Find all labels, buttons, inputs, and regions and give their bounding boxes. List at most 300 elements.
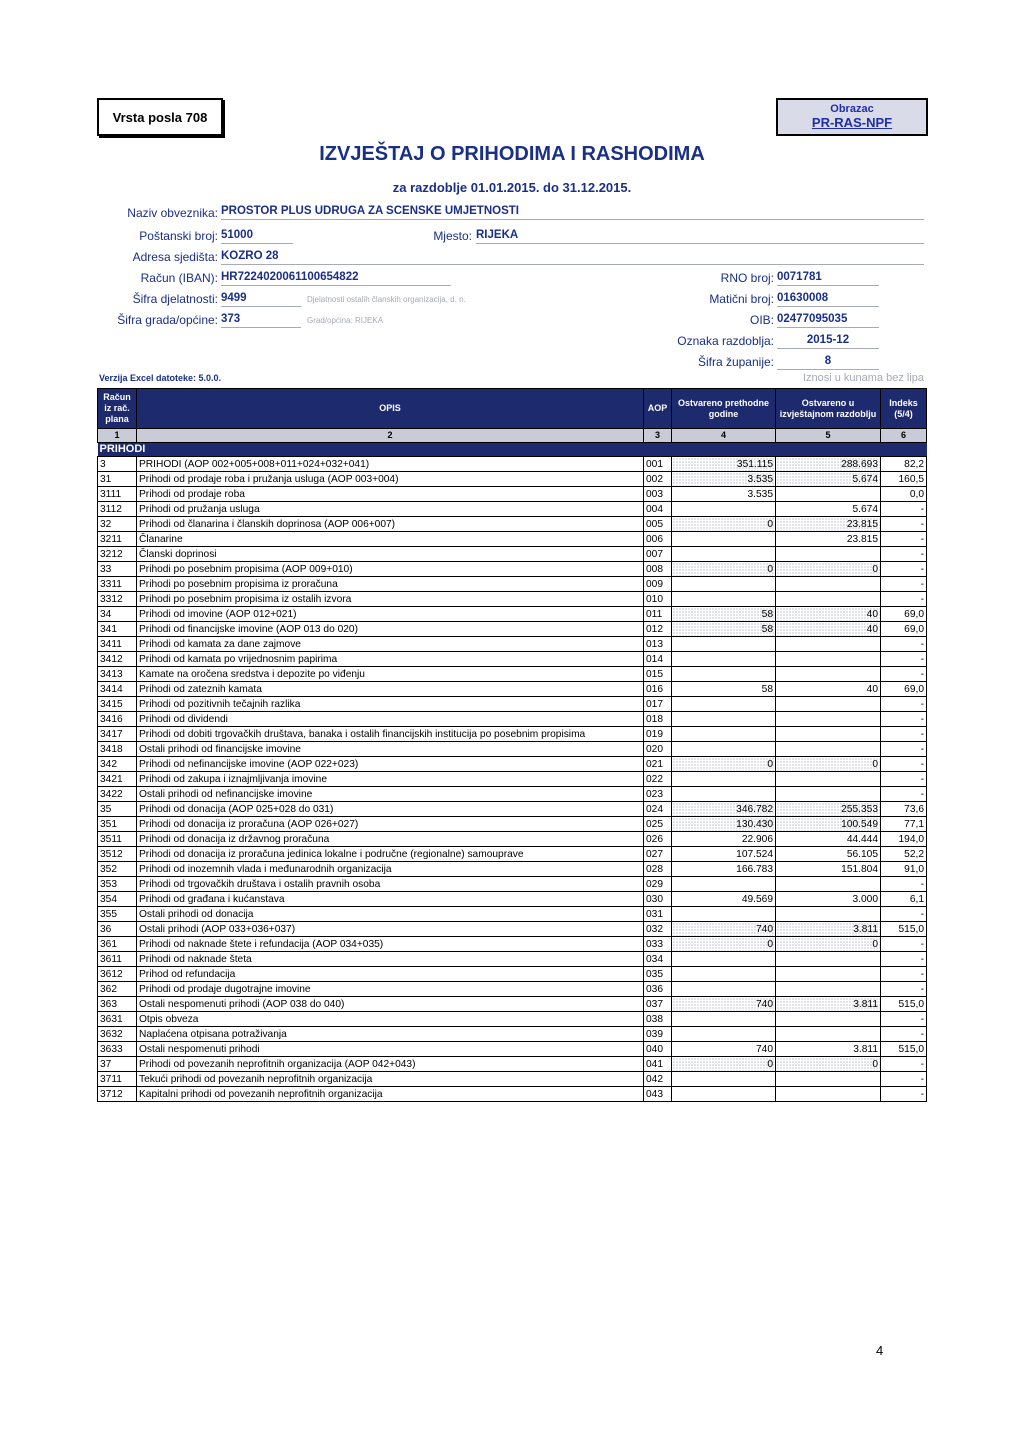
row-prethodne: 166.783	[672, 862, 776, 877]
table-row	[98, 742, 927, 757]
row-opis: Prihodi od članarina i članskih doprinosa (AOP 006+007)	[137, 517, 644, 532]
row-racun: 3415	[98, 697, 137, 712]
table-row	[98, 457, 927, 472]
row-izvjestajno	[776, 907, 881, 922]
row-aop: 013	[644, 637, 672, 652]
row-aop: 042	[644, 1072, 672, 1087]
table-row	[98, 697, 927, 712]
row-opis: Prihodi od prodaje roba	[137, 487, 644, 502]
row-prethodne: 0	[672, 517, 776, 532]
row-aop: 043	[644, 1087, 672, 1102]
row-prethodne	[672, 967, 776, 982]
row-prethodne: 0	[672, 562, 776, 577]
row-izvjestajno	[776, 667, 881, 682]
col-num: 3	[644, 429, 672, 443]
maticni-label: Matični broj:	[709, 292, 774, 306]
row-racun: 3418	[98, 742, 137, 757]
row-aop: 023	[644, 787, 672, 802]
section-title: PRIHODI	[98, 443, 927, 457]
table-header-row	[98, 389, 927, 429]
row-indeks: 0,0	[881, 487, 927, 502]
oib-field: 02477095035	[777, 311, 879, 328]
row-indeks: -	[881, 667, 927, 682]
row-izvjestajno: 3.811	[776, 922, 881, 937]
row-izvjestajno: 23.815	[776, 517, 881, 532]
table-row	[98, 1057, 927, 1072]
row-aop: 002	[644, 472, 672, 487]
row-indeks: 160,5	[881, 472, 927, 487]
table-row	[98, 967, 927, 982]
row-opis: Prihodi od donacija iz državnog proračuna	[137, 832, 644, 847]
row-indeks: -	[881, 1012, 927, 1027]
row-racun: 34	[98, 607, 137, 622]
table-row	[98, 772, 927, 787]
row-opis: Članski doprinosi	[137, 547, 644, 562]
row-racun: 3416	[98, 712, 137, 727]
report-period: za razdoblje 01.01.2015. do 31.12.2015.	[392, 180, 632, 195]
row-prethodne	[672, 787, 776, 802]
row-prethodne: 130.430	[672, 817, 776, 832]
table-row	[98, 982, 927, 997]
row-aop: 004	[644, 502, 672, 517]
row-prethodne: 58	[672, 607, 776, 622]
row-izvjestajno: 5.674	[776, 502, 881, 517]
row-opis: Otpis obveza	[137, 1012, 644, 1027]
row-opis: Naplaćena otpisana potraživanja	[137, 1027, 644, 1042]
row-prethodne	[672, 652, 776, 667]
row-prethodne	[672, 697, 776, 712]
table-row	[98, 1087, 927, 1102]
row-aop: 041	[644, 1057, 672, 1072]
row-opis: Kapitalni prihodi od povezanih neprofitnih organizacija	[137, 1087, 644, 1102]
row-racun: 3422	[98, 787, 137, 802]
row-aop: 027	[644, 847, 672, 862]
row-racun: 3611	[98, 952, 137, 967]
row-izvjestajno: 3.811	[776, 1042, 881, 1057]
row-prethodne	[672, 742, 776, 757]
oznaka-razdoblja-label: Oznaka razdoblja:	[677, 334, 774, 348]
table-row	[98, 637, 927, 652]
row-prethodne	[672, 982, 776, 997]
row-izvjestajno: 100.549	[776, 817, 881, 832]
row-indeks: 515,0	[881, 922, 927, 937]
row-aop: 021	[644, 757, 672, 772]
row-prethodne: 351.115	[672, 457, 776, 472]
row-indeks: -	[881, 532, 927, 547]
adresa-label: Adresa sjedišta:	[132, 250, 218, 264]
row-racun: 3511	[98, 832, 137, 847]
row-prethodne: 0	[672, 1057, 776, 1072]
row-izvjestajno: 3.000	[776, 892, 881, 907]
row-opis: Prihodi od prodaje roba i pružanja usluga (AOP 003+004)	[137, 472, 644, 487]
table-row	[98, 607, 927, 622]
vrsta-posla-text: Vrsta posla 708	[112, 109, 208, 125]
table-row	[98, 712, 927, 727]
row-indeks: -	[881, 637, 927, 652]
row-indeks: 515,0	[881, 997, 927, 1012]
row-aop: 016	[644, 682, 672, 697]
table-row	[98, 1012, 927, 1027]
row-opis: Ostali prihodi (AOP 033+036+037)	[137, 922, 644, 937]
table-row	[98, 802, 927, 817]
row-aop: 036	[644, 982, 672, 997]
row-prethodne	[672, 592, 776, 607]
row-indeks: -	[881, 967, 927, 982]
sifra-djelatnosti-label: Šifra djelatnosti:	[132, 292, 218, 306]
row-aop: 010	[644, 592, 672, 607]
row-izvjestajno: 255.353	[776, 802, 881, 817]
table-row	[98, 517, 927, 532]
row-aop: 030	[644, 892, 672, 907]
col-header-prethodne: Ostvareno prethodne godine	[672, 389, 776, 429]
row-prethodne: 22.906	[672, 832, 776, 847]
row-izvjestajno	[776, 577, 881, 592]
iznosi-note: Iznosi u kunama bez lipa	[802, 372, 924, 384]
row-indeks: -	[881, 1072, 927, 1087]
row-izvjestajno: 40	[776, 622, 881, 637]
row-aop: 001	[644, 457, 672, 472]
col-header-izvjestajno: Ostvareno u izvještajnom razdoblju	[776, 389, 881, 429]
row-prethodne	[672, 772, 776, 787]
row-indeks: -	[881, 502, 927, 517]
row-opis: Prihodi od zakupa i iznajmljivanja imovine	[137, 772, 644, 787]
row-racun: 3312	[98, 592, 137, 607]
col-num: 4	[672, 429, 776, 443]
row-aop: 022	[644, 772, 672, 787]
row-opis: Prihodi od imovine (AOP 012+021)	[137, 607, 644, 622]
row-racun: 3417	[98, 727, 137, 742]
table-row	[98, 472, 927, 487]
row-aop: 035	[644, 967, 672, 982]
table-row	[98, 562, 927, 577]
row-indeks: 73,6	[881, 802, 927, 817]
row-racun: 362	[98, 982, 137, 997]
row-aop: 038	[644, 1012, 672, 1027]
rno-label: RNO broj:	[720, 271, 774, 285]
section-row	[98, 443, 927, 457]
row-izvjestajno	[776, 877, 881, 892]
row-prethodne: 740	[672, 997, 776, 1012]
row-indeks: 194,0	[881, 832, 927, 847]
row-indeks: -	[881, 727, 927, 742]
row-izvjestajno	[776, 1012, 881, 1027]
row-izvjestajno: 0	[776, 757, 881, 772]
col-header-opis: OPIS	[137, 389, 644, 429]
report-title: IZVJEŠTAJ O PRIHODIMA I RASHODIMA	[319, 143, 705, 165]
row-prethodne: 0	[672, 757, 776, 772]
row-indeks: -	[881, 907, 927, 922]
row-racun: 3711	[98, 1072, 137, 1087]
row-prethodne: 58	[672, 682, 776, 697]
row-racun: 3633	[98, 1042, 137, 1057]
table-row	[98, 487, 927, 502]
mjesto-label: Mjesto:	[433, 229, 472, 243]
row-izvjestajno	[776, 1027, 881, 1042]
row-racun: 36	[98, 922, 137, 937]
row-opis: Prihod od refundacija	[137, 967, 644, 982]
row-prethodne	[672, 577, 776, 592]
sifra-zupanije-field: 8	[777, 353, 879, 370]
row-izvjestajno	[776, 1087, 881, 1102]
row-aop: 017	[644, 697, 672, 712]
column-number-row	[98, 429, 927, 443]
row-izvjestajno: 23.815	[776, 532, 881, 547]
row-racun: 3612	[98, 967, 137, 982]
row-izvjestajno	[776, 727, 881, 742]
row-prethodne: 3.535	[672, 487, 776, 502]
row-racun: 3414	[98, 682, 137, 697]
row-prethodne	[672, 1027, 776, 1042]
row-opis: Tekući prihodi od povezanih neprofitnih organizacija	[137, 1072, 644, 1087]
table-row	[98, 1027, 927, 1042]
row-izvjestajno	[776, 712, 881, 727]
sifra-djelatnosti-field: 9499	[221, 290, 301, 307]
row-prethodne: 740	[672, 922, 776, 937]
row-izvjestajno	[776, 742, 881, 757]
naziv-label: Naziv obveznika:	[127, 206, 218, 220]
row-opis: Prihodi od kamata po vrijednosnim papirima	[137, 652, 644, 667]
row-prethodne	[672, 952, 776, 967]
row-prethodne: 740	[672, 1042, 776, 1057]
row-opis: Prihodi od financijske imovine (AOP 013 do 020)	[137, 622, 644, 637]
row-opis: Ostali prihodi od financijske imovine	[137, 742, 644, 757]
row-aop: 014	[644, 652, 672, 667]
row-aop: 015	[644, 667, 672, 682]
row-aop: 012	[644, 622, 672, 637]
table-row	[98, 577, 927, 592]
row-prethodne	[672, 667, 776, 682]
row-indeks: -	[881, 652, 927, 667]
row-aop: 006	[644, 532, 672, 547]
row-opis: Prihodi od dobiti trgovačkih društava, banaka i ostalih financijskih institucija po posebnim propisima	[137, 727, 644, 742]
row-racun: 37	[98, 1057, 137, 1072]
row-prethodne: 107.524	[672, 847, 776, 862]
row-racun: 354	[98, 892, 137, 907]
table-row	[98, 997, 927, 1012]
row-indeks: 77,1	[881, 817, 927, 832]
table-row	[98, 502, 927, 517]
col-num: 5	[776, 429, 881, 443]
row-prethodne	[672, 502, 776, 517]
vrsta-posla-box	[97, 98, 223, 136]
table-row	[98, 847, 927, 862]
col-num: 6	[881, 429, 927, 443]
row-prethodne	[672, 532, 776, 547]
row-aop: 005	[644, 517, 672, 532]
row-indeks: 91,0	[881, 862, 927, 877]
table-row	[98, 727, 927, 742]
naziv-field: PROSTOR PLUS UDRUGA ZA SCENSKE UMJETNOSTI	[221, 203, 924, 220]
row-indeks: -	[881, 772, 927, 787]
row-izvjestajno: 288.693	[776, 457, 881, 472]
row-racun: 361	[98, 937, 137, 952]
row-izvjestajno	[776, 547, 881, 562]
row-racun: 3512	[98, 847, 137, 862]
row-izvjestajno	[776, 652, 881, 667]
row-opis: Prihodi od povezanih neprofitnih organizacija (AOP 042+043)	[137, 1057, 644, 1072]
row-opis: Prihodi od prodaje dugotrajne imovine	[137, 982, 644, 997]
row-aop: 037	[644, 997, 672, 1012]
row-prethodne	[672, 877, 776, 892]
row-opis: Prihodi po posebnim propisima iz ostalih izvora	[137, 592, 644, 607]
row-racun: 3413	[98, 667, 137, 682]
row-opis: Prihodi po posebnim propisima iz proračuna	[137, 577, 644, 592]
row-racun: 353	[98, 877, 137, 892]
row-racun: 355	[98, 907, 137, 922]
row-aop: 029	[644, 877, 672, 892]
row-aop: 011	[644, 607, 672, 622]
row-indeks: -	[881, 517, 927, 532]
col-header-indeks: Indeks (5/4)	[881, 389, 927, 429]
table-row	[98, 877, 927, 892]
table-row	[98, 922, 927, 937]
table-row	[98, 622, 927, 637]
row-izvjestajno: 44.444	[776, 832, 881, 847]
row-aop: 020	[644, 742, 672, 757]
grad-description: Grad/općina: RIJEKA	[307, 316, 384, 325]
row-racun: 342	[98, 757, 137, 772]
row-prethodne	[672, 1072, 776, 1087]
row-opis: Prihodi od donacija (AOP 025+028 do 031)	[137, 802, 644, 817]
row-indeks: 6,1	[881, 892, 927, 907]
obrazac-code: PR-RAS-NPF	[811, 115, 893, 130]
row-aop: 024	[644, 802, 672, 817]
row-racun: 3411	[98, 637, 137, 652]
table-row	[98, 907, 927, 922]
row-opis: Ostali prihodi od donacija	[137, 907, 644, 922]
racun-field: HR7224020061100654822	[221, 269, 451, 286]
row-indeks: -	[881, 577, 927, 592]
row-izvjestajno	[776, 487, 881, 502]
row-prethodne	[672, 907, 776, 922]
row-aop: 018	[644, 712, 672, 727]
row-izvjestajno	[776, 697, 881, 712]
row-opis: Prihodi od nefinancijske imovine (AOP 022+023)	[137, 757, 644, 772]
row-racun: 3211	[98, 532, 137, 547]
row-racun: 3111	[98, 487, 137, 502]
sifra-grada-label: Šifra grada/općine:	[117, 313, 218, 327]
row-indeks: 82,2	[881, 457, 927, 472]
col-header-racun: Račun iz rač. plana	[98, 389, 137, 429]
table-row	[98, 832, 927, 847]
row-aop: 026	[644, 832, 672, 847]
row-opis: Prihodi od dividendi	[137, 712, 644, 727]
row-indeks: 52,2	[881, 847, 927, 862]
col-num: 1	[98, 429, 137, 443]
table-row	[98, 862, 927, 877]
row-aop: 040	[644, 1042, 672, 1057]
row-indeks: 69,0	[881, 622, 927, 637]
oib-label: OIB:	[749, 313, 774, 327]
row-aop: 003	[644, 487, 672, 502]
row-prethodne: 58	[672, 622, 776, 637]
row-indeks: -	[881, 712, 927, 727]
row-racun: 3212	[98, 547, 137, 562]
obrazac-label: Obrazac	[830, 103, 874, 115]
mjesto-field: RIJEKA	[476, 227, 924, 244]
row-opis: PRIHODI (AOP 002+005+008+011+024+032+041)	[137, 457, 644, 472]
row-opis: Prihodi od pozitivnih tečajnih razlika	[137, 697, 644, 712]
row-indeks: -	[881, 757, 927, 772]
row-racun: 341	[98, 622, 137, 637]
row-opis: Kamate na oročena sredstva i depozite po viđenju	[137, 667, 644, 682]
table-row	[98, 532, 927, 547]
row-prethodne	[672, 547, 776, 562]
row-indeks: 69,0	[881, 682, 927, 697]
row-indeks: -	[881, 1087, 927, 1102]
row-aop: 019	[644, 727, 672, 742]
row-opis: Prihodi od trgovačkih društava i ostalih pravnih osoba	[137, 877, 644, 892]
racun-label: Račun (IBAN):	[140, 271, 218, 285]
row-indeks: -	[881, 1027, 927, 1042]
row-racun: 3631	[98, 1012, 137, 1027]
rno-field: 0071781	[777, 269, 879, 286]
row-aop: 039	[644, 1027, 672, 1042]
row-indeks: -	[881, 952, 927, 967]
row-opis: Prihodi od donacija iz proračuna jedinica lokalne i područne (regionalne) samouprave	[137, 847, 644, 862]
row-izvjestajno: 0	[776, 937, 881, 952]
row-indeks: -	[881, 697, 927, 712]
row-prethodne: 3.535	[672, 472, 776, 487]
row-aop: 009	[644, 577, 672, 592]
row-prethodne: 49.569	[672, 892, 776, 907]
row-opis: Članarine	[137, 532, 644, 547]
row-racun: 3311	[98, 577, 137, 592]
row-opis: Prihodi od pružanja usluga	[137, 502, 644, 517]
row-izvjestajno: 0	[776, 562, 881, 577]
prihodi-table	[97, 388, 927, 1102]
row-indeks: -	[881, 547, 927, 562]
row-racun: 363	[98, 997, 137, 1012]
row-izvjestajno	[776, 952, 881, 967]
row-indeks: -	[881, 937, 927, 952]
row-aop: 034	[644, 952, 672, 967]
postanski-field: 51000	[221, 227, 293, 244]
row-indeks: 69,0	[881, 607, 927, 622]
table-row	[98, 892, 927, 907]
row-indeks: -	[881, 742, 927, 757]
row-opis: Prihodi od kamata za dane zajmove	[137, 637, 644, 652]
row-izvjestajno: 3.811	[776, 997, 881, 1012]
obrazac-box	[776, 98, 928, 136]
row-opis: Prihodi od zateznih kamata	[137, 682, 644, 697]
row-racun: 3112	[98, 502, 137, 517]
row-prethodne	[672, 637, 776, 652]
table-row	[98, 937, 927, 952]
row-indeks: -	[881, 1057, 927, 1072]
row-racun: 31	[98, 472, 137, 487]
row-izvjestajno: 151.804	[776, 862, 881, 877]
table-row	[98, 1072, 927, 1087]
row-racun: 3421	[98, 772, 137, 787]
row-racun: 32	[98, 517, 137, 532]
row-racun: 35	[98, 802, 137, 817]
row-izvjestajno	[776, 967, 881, 982]
row-opis: Prihodi po posebnim propisima (AOP 009+010)	[137, 562, 644, 577]
row-racun: 3712	[98, 1087, 137, 1102]
row-prethodne: 346.782	[672, 802, 776, 817]
table-row	[98, 547, 927, 562]
table-row	[98, 757, 927, 772]
row-izvjestajno	[776, 1072, 881, 1087]
table-row	[98, 682, 927, 697]
row-izvjestajno	[776, 592, 881, 607]
sifra-zupanije-label: Šifra županije:	[697, 355, 774, 369]
col-header-aop: AOP	[644, 389, 672, 429]
row-indeks: -	[881, 982, 927, 997]
table-row	[98, 652, 927, 667]
row-indeks: -	[881, 787, 927, 802]
